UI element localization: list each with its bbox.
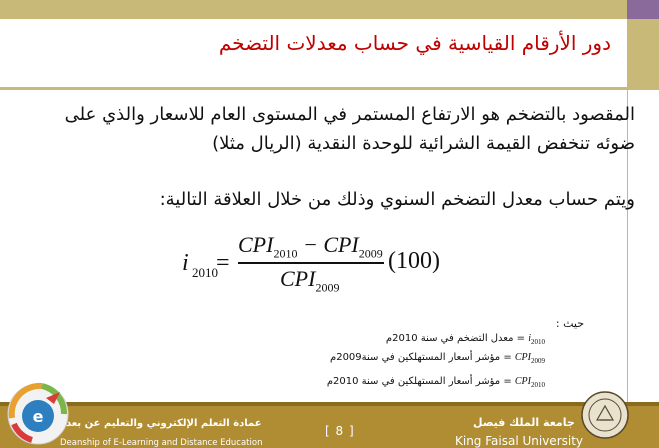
equation-denominator [280,266,339,295]
legend-row-2 [330,352,549,365]
legend-row-1 [386,333,549,346]
legend-row-3 [327,376,549,389]
deanship-arabic: عمادة التعلم الإلكتروني والتعليم عن بعد [66,418,262,429]
equation-numerator [238,232,383,261]
equation-lhs-subscript: 2010 [192,265,218,280]
legend-symbol: $i_{2010}$ [528,333,545,346]
num-cpi-a: CPI [238,232,274,257]
paragraph-line-2: ضوئه تنخفض القيمة الشرائية للوحدة النقدية (الريال مثلا) [212,133,635,154]
equation-factor: (100) [388,248,440,274]
equation-lhs-symbol: i [182,250,189,276]
page-number: [ 8 ] [325,424,355,438]
deanship-english: Deanship of E-Learning and Distance Education [60,438,263,448]
num-cpi-a-sub: 2010 [273,246,298,261]
num-cpi-b: CPI [323,232,359,257]
right-band [627,19,659,90]
university-english: King Faisal University [455,434,584,448]
top-band [0,0,627,19]
slide-title: دور الأرقام القياسية في حساب معدلات التضخم [218,31,611,55]
num-cpi-b-sub: 2009 [358,246,383,261]
university-arabic: جامعة الملك فيصل [473,416,575,429]
top-accent-block [627,0,659,19]
legend-symbol: $CPI_{2010}$ [514,376,545,389]
legend-symbol: $CPI_{2009}$ [514,352,545,365]
university-seal-icon [580,390,630,440]
num-minus: − [297,232,324,257]
paragraph-line-1: المقصود بالتضخم هو الارتفاع المستمر في المستوى العام للاسعار والذي على [64,104,635,125]
paragraph-2: ويتم حساب معدل التضخم السنوي وذلك من خلال العلاقة التالية: [159,189,635,210]
where-label: حيث : [555,317,584,330]
equation-equals: = [216,250,230,276]
legend-text: = مؤشر أسعار المستهلكين في سنة2009م [330,352,512,363]
fraction-bar [238,262,384,264]
inflation-equation [180,228,450,298]
legend-text: = مؤشر أسعار المستهلكين في سنة 2010م [326,376,512,387]
svg-text:e: e [32,407,44,426]
legend-text: = معدل التضخم في سنة 2010م [385,333,526,344]
den-cpi-sub: 2009 [315,280,340,295]
elearning-logo-icon [2,378,74,446]
den-cpi: CPI [280,266,316,291]
footer-top-edge [0,402,659,406]
